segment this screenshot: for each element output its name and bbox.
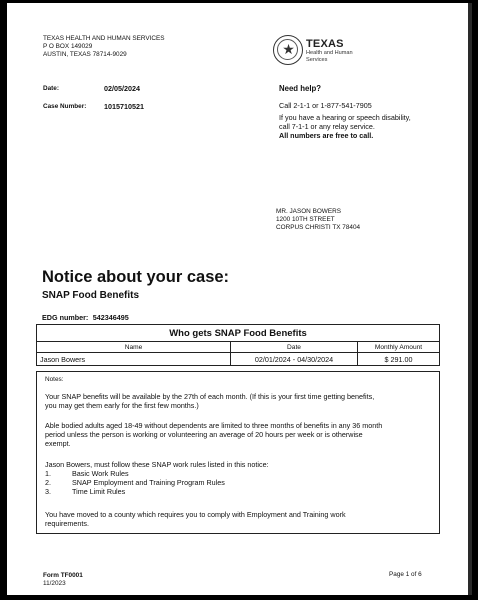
notice-title: Notice about your case: [42, 268, 230, 286]
list-item [45, 469, 437, 478]
notes-p2-line-2: period unless the person is working or volunteering an average of 20 hours per week or is otherwise [45, 430, 363, 439]
cell-name: Jason Bowers [37, 353, 231, 366]
case-number-value: 1015710521 [104, 102, 144, 111]
cell-monthly-amount: $ 291.00 [358, 353, 440, 366]
notes-p1-line-1: Your SNAP benefits will be available by the 27th of each month. (If this is your first time getting benefits, [45, 392, 375, 401]
case-number-label: Case Number: [43, 103, 87, 110]
star-icon: ★ [282, 41, 295, 57]
notes-paragraph-2 [45, 421, 437, 448]
texas-seal-logo [273, 35, 303, 65]
help-phone: Call 2-1-1 or 1-877-541-7905 [279, 101, 372, 110]
recipient-line-3: CORPUS CHRISTI TX 78404 [276, 224, 361, 231]
notes-p4-line-2: requirements. [45, 519, 89, 528]
sender-address [43, 35, 165, 59]
rule-number: 3. [45, 487, 51, 496]
seal-inner-ring [277, 39, 298, 60]
page-edge-shadow [468, 3, 472, 595]
edg-number [42, 307, 129, 325]
date-value: 02/05/2024 [104, 84, 140, 93]
recipient-line-2: 1200 10TH STREET [276, 216, 335, 223]
notes-paragraph-3 [45, 460, 437, 496]
rule-number: 2. [45, 478, 51, 487]
sender-line-3: AUSTIN, TEXAS 78714-9029 [43, 51, 127, 58]
table-row [37, 353, 440, 366]
notes-paragraph-1 [45, 392, 437, 410]
sender-line-2: P O BOX 149029 [43, 43, 93, 50]
cell-date: 02/01/2024 - 04/30/2024 [231, 353, 358, 366]
logo-subtitle-1: Health and Human [306, 50, 353, 56]
notes-p2-line-3: exempt. [45, 439, 71, 448]
form-date: 11/2023 [43, 580, 66, 587]
help-free-calls: All numbers are free to call. [279, 131, 374, 140]
edg-label: EDG number: [42, 313, 89, 322]
agency-logo-text [306, 38, 353, 63]
rule-text: Basic Work Rules [72, 469, 129, 478]
help-block [279, 84, 411, 140]
form-number: Form TF0001 [43, 572, 83, 579]
rule-text: SNAP Employment and Training Program Rules [72, 478, 225, 487]
logo-subtitle-2: Services [306, 56, 328, 63]
list-item [45, 487, 437, 496]
edg-value: 542346495 [92, 313, 129, 322]
rule-number: 1. [45, 469, 51, 478]
column-header-name: Name [37, 342, 231, 353]
column-header-monthly-amount: Monthly Amount [358, 342, 440, 353]
recipient-address [276, 208, 360, 232]
table-title: Who gets SNAP Food Benefits [37, 325, 440, 342]
list-item [45, 478, 437, 487]
recipient-line-1: MR. JASON BOWERS [276, 208, 341, 215]
notes-p4-line-1: You have moved to a county which requires you to comply with Employment and Training work [45, 510, 346, 519]
benefits-table [36, 324, 440, 366]
notes-box [36, 371, 440, 534]
help-heading: Need help? [279, 84, 322, 93]
sender-line-1: TEXAS HEALTH AND HUMAN SERVICES [43, 35, 165, 42]
notes-p3-line: Jason Bowers, must follow these SNAP work rules listed in this notice: [45, 460, 269, 469]
help-hearing-line-1: If you have a hearing or speech disability, [279, 113, 411, 122]
help-hearing-line-2: call 7-1-1 or any relay service. [279, 122, 375, 131]
column-header-date: Date [231, 342, 358, 353]
program-name: SNAP Food Benefits [42, 290, 140, 301]
notes-label: Notes: [45, 376, 64, 383]
form-footer [43, 572, 83, 588]
logo-title: TEXAS [306, 38, 344, 50]
date-label: Date: [43, 85, 59, 92]
notes-paragraph-4 [45, 510, 437, 528]
page-number: Page 1 of 6 [389, 571, 422, 578]
notes-p2-line-1: Able bodied adults aged 18-49 without dependents are limited to three months of benefits in any 36 month [45, 421, 383, 430]
notes-p1-line-2: you may get them early for the first few months.) [45, 401, 199, 410]
rule-text: Time Limit Rules [72, 487, 126, 496]
